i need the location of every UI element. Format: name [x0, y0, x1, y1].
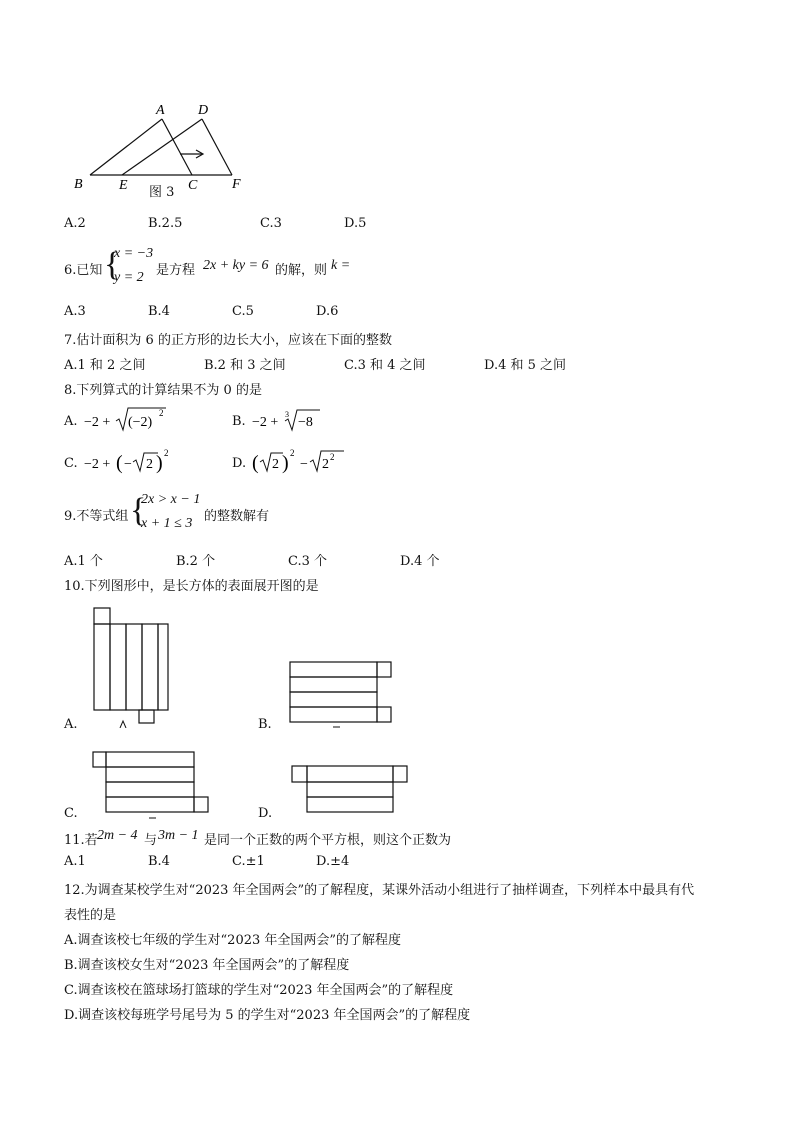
q12-option-b[interactable]: B.调查该校女生对“2023 年全国两会”的了解程度 — [64, 958, 350, 973]
q11-option-d[interactable]: D.±4 — [316, 854, 350, 869]
svg-text:2: 2 — [146, 457, 153, 472]
q10-option-d-label[interactable]: D. — [258, 806, 273, 821]
q8-option-d-label[interactable]: D. — [232, 456, 247, 471]
q5-option-a[interactable]: A.2 — [64, 216, 86, 231]
q6-suffix: 的解，则 — [275, 263, 328, 278]
q12-text-line1: 12.为调查某校学生对“2023 年全国两会”的了解程度，某课外活动小组进行了抽样调查，下列样本中最具有代 — [64, 883, 695, 898]
q8-option-a-expression — [82, 404, 172, 434]
svg-text:2: 2 — [272, 457, 279, 472]
q9-option-a[interactable]: A.1 个 — [64, 554, 103, 569]
point-label-c: C — [188, 178, 198, 193]
svg-text:): ) — [282, 452, 289, 474]
point-label-a: A — [156, 103, 165, 118]
svg-text:−: − — [300, 457, 308, 472]
svg-text:−2 +: −2 + — [84, 415, 111, 430]
svg-text:(: ( — [252, 452, 259, 474]
q9-option-d[interactable]: D.4 个 — [400, 554, 440, 569]
q9-eq1: 2x > x − 1 — [141, 492, 201, 507]
svg-text:2: 2 — [164, 448, 169, 458]
q6-prefix: 6.已知 — [64, 263, 103, 278]
q11-option-a[interactable]: A.1 — [64, 854, 86, 869]
q11-expr1: 2m − 4 — [97, 828, 138, 843]
q12-option-c[interactable]: C.调查该校在篮球场打篮球的学生对“2023 年全国两会”的了解程度 — [64, 983, 454, 998]
svg-text:): ) — [156, 452, 163, 474]
svg-text:2: 2 — [322, 457, 329, 472]
q6-option-c[interactable]: C.5 — [232, 304, 254, 319]
svg-text:(−2): (−2) — [128, 415, 153, 430]
q10-net-a[interactable] — [90, 604, 180, 728]
svg-text:−2 +: −2 + — [84, 457, 111, 472]
q10-net-b[interactable] — [286, 658, 396, 728]
svg-text:−2 +: −2 + — [252, 415, 279, 430]
svg-text:2: 2 — [330, 452, 335, 462]
q5-option-b[interactable]: B.2.5 — [148, 216, 183, 231]
q6-brace: { — [104, 246, 121, 283]
q5-option-c[interactable]: C.3 — [260, 216, 282, 231]
q5-option-d[interactable]: D.5 — [344, 216, 367, 231]
q9-option-c[interactable]: C.3 个 — [288, 554, 328, 569]
q7-text: 7.估计面积为 6 的正方形的边长大小，应该在下面的整数 — [64, 333, 392, 348]
svg-text:−8: −8 — [298, 415, 313, 430]
svg-text:3: 3 — [285, 410, 289, 419]
q9-suffix: 的整数解有 — [204, 509, 270, 524]
q9-option-b[interactable]: B.2 个 — [176, 554, 216, 569]
q8-option-c-label[interactable]: C. — [64, 456, 78, 471]
svg-text:2: 2 — [290, 448, 295, 458]
q6-option-b[interactable]: B.4 — [148, 304, 170, 319]
svg-text:(: ( — [116, 452, 123, 474]
figure-3-caption: 图 3 — [149, 185, 175, 200]
q11-prefix: 11.若 — [64, 833, 98, 848]
q11-expr2: 3m − 1 — [158, 828, 199, 843]
q12-text-line2: 表性的是 — [64, 908, 117, 923]
q10-net-d[interactable] — [288, 762, 412, 818]
q6-option-d[interactable]: D.6 — [316, 304, 339, 319]
q9-eq2: x + 1 ≤ 3 — [141, 516, 193, 531]
q6-equation: 2x + ky = 6 — [203, 258, 269, 273]
q11-mid: 与 — [144, 833, 158, 848]
q8-option-b-expression — [250, 404, 330, 434]
point-label-b: B — [74, 177, 83, 192]
q8-option-b-label[interactable]: B. — [232, 414, 246, 429]
q8-option-c-expression — [82, 444, 172, 476]
q11-option-b[interactable]: B.4 — [148, 854, 170, 869]
q10-option-c-label[interactable]: C. — [64, 806, 78, 821]
point-label-e: E — [119, 178, 128, 193]
svg-text:−: − — [124, 457, 132, 472]
q6-eq2: y = 2 — [114, 270, 144, 285]
q9-prefix: 9.不等式组 — [64, 509, 129, 524]
q8-text: 8.下列算式的计算结果不为 0 的是 — [64, 383, 262, 398]
q7-option-a[interactable]: A.1 和 2 之间 — [64, 358, 146, 373]
q7-option-b[interactable]: B.2 和 3 之间 — [204, 358, 286, 373]
q6-option-a[interactable]: A.3 — [64, 304, 86, 319]
q6-mid: 是方程 — [156, 263, 196, 278]
q12-option-a[interactable]: A.调查该校七年级的学生对“2023 年全国两会”的了解程度 — [64, 933, 402, 948]
q7-option-c[interactable]: C.3 和 4 之间 — [344, 358, 426, 373]
q10-net-c[interactable] — [90, 748, 212, 820]
q7-option-d[interactable]: D.4 和 5 之间 — [484, 358, 567, 373]
point-label-f: F — [232, 177, 241, 192]
q8-option-a-label[interactable]: A. — [64, 414, 78, 429]
q9-brace: { — [130, 492, 147, 529]
q11-option-c[interactable]: C.±1 — [232, 854, 265, 869]
svg-text:2: 2 — [159, 408, 164, 418]
q12-option-d[interactable]: D.调查该校每班学号尾号为 5 的学生对“2023 年全国两会”的了解程度 — [64, 1008, 471, 1023]
q6-k: k = — [331, 258, 351, 273]
q10-option-b-label[interactable]: B. — [258, 717, 272, 732]
q10-text: 10.下列图形中，是长方体的表面展开图的是 — [64, 579, 319, 594]
q10-option-a-label[interactable]: A. — [64, 717, 78, 732]
q8-option-d-expression — [250, 444, 350, 476]
point-label-d: D — [198, 103, 209, 118]
q11-suffix: 是同一个正数的两个平方根，则这个正数为 — [204, 833, 452, 848]
q6-eq1: x = −3 — [114, 246, 154, 261]
